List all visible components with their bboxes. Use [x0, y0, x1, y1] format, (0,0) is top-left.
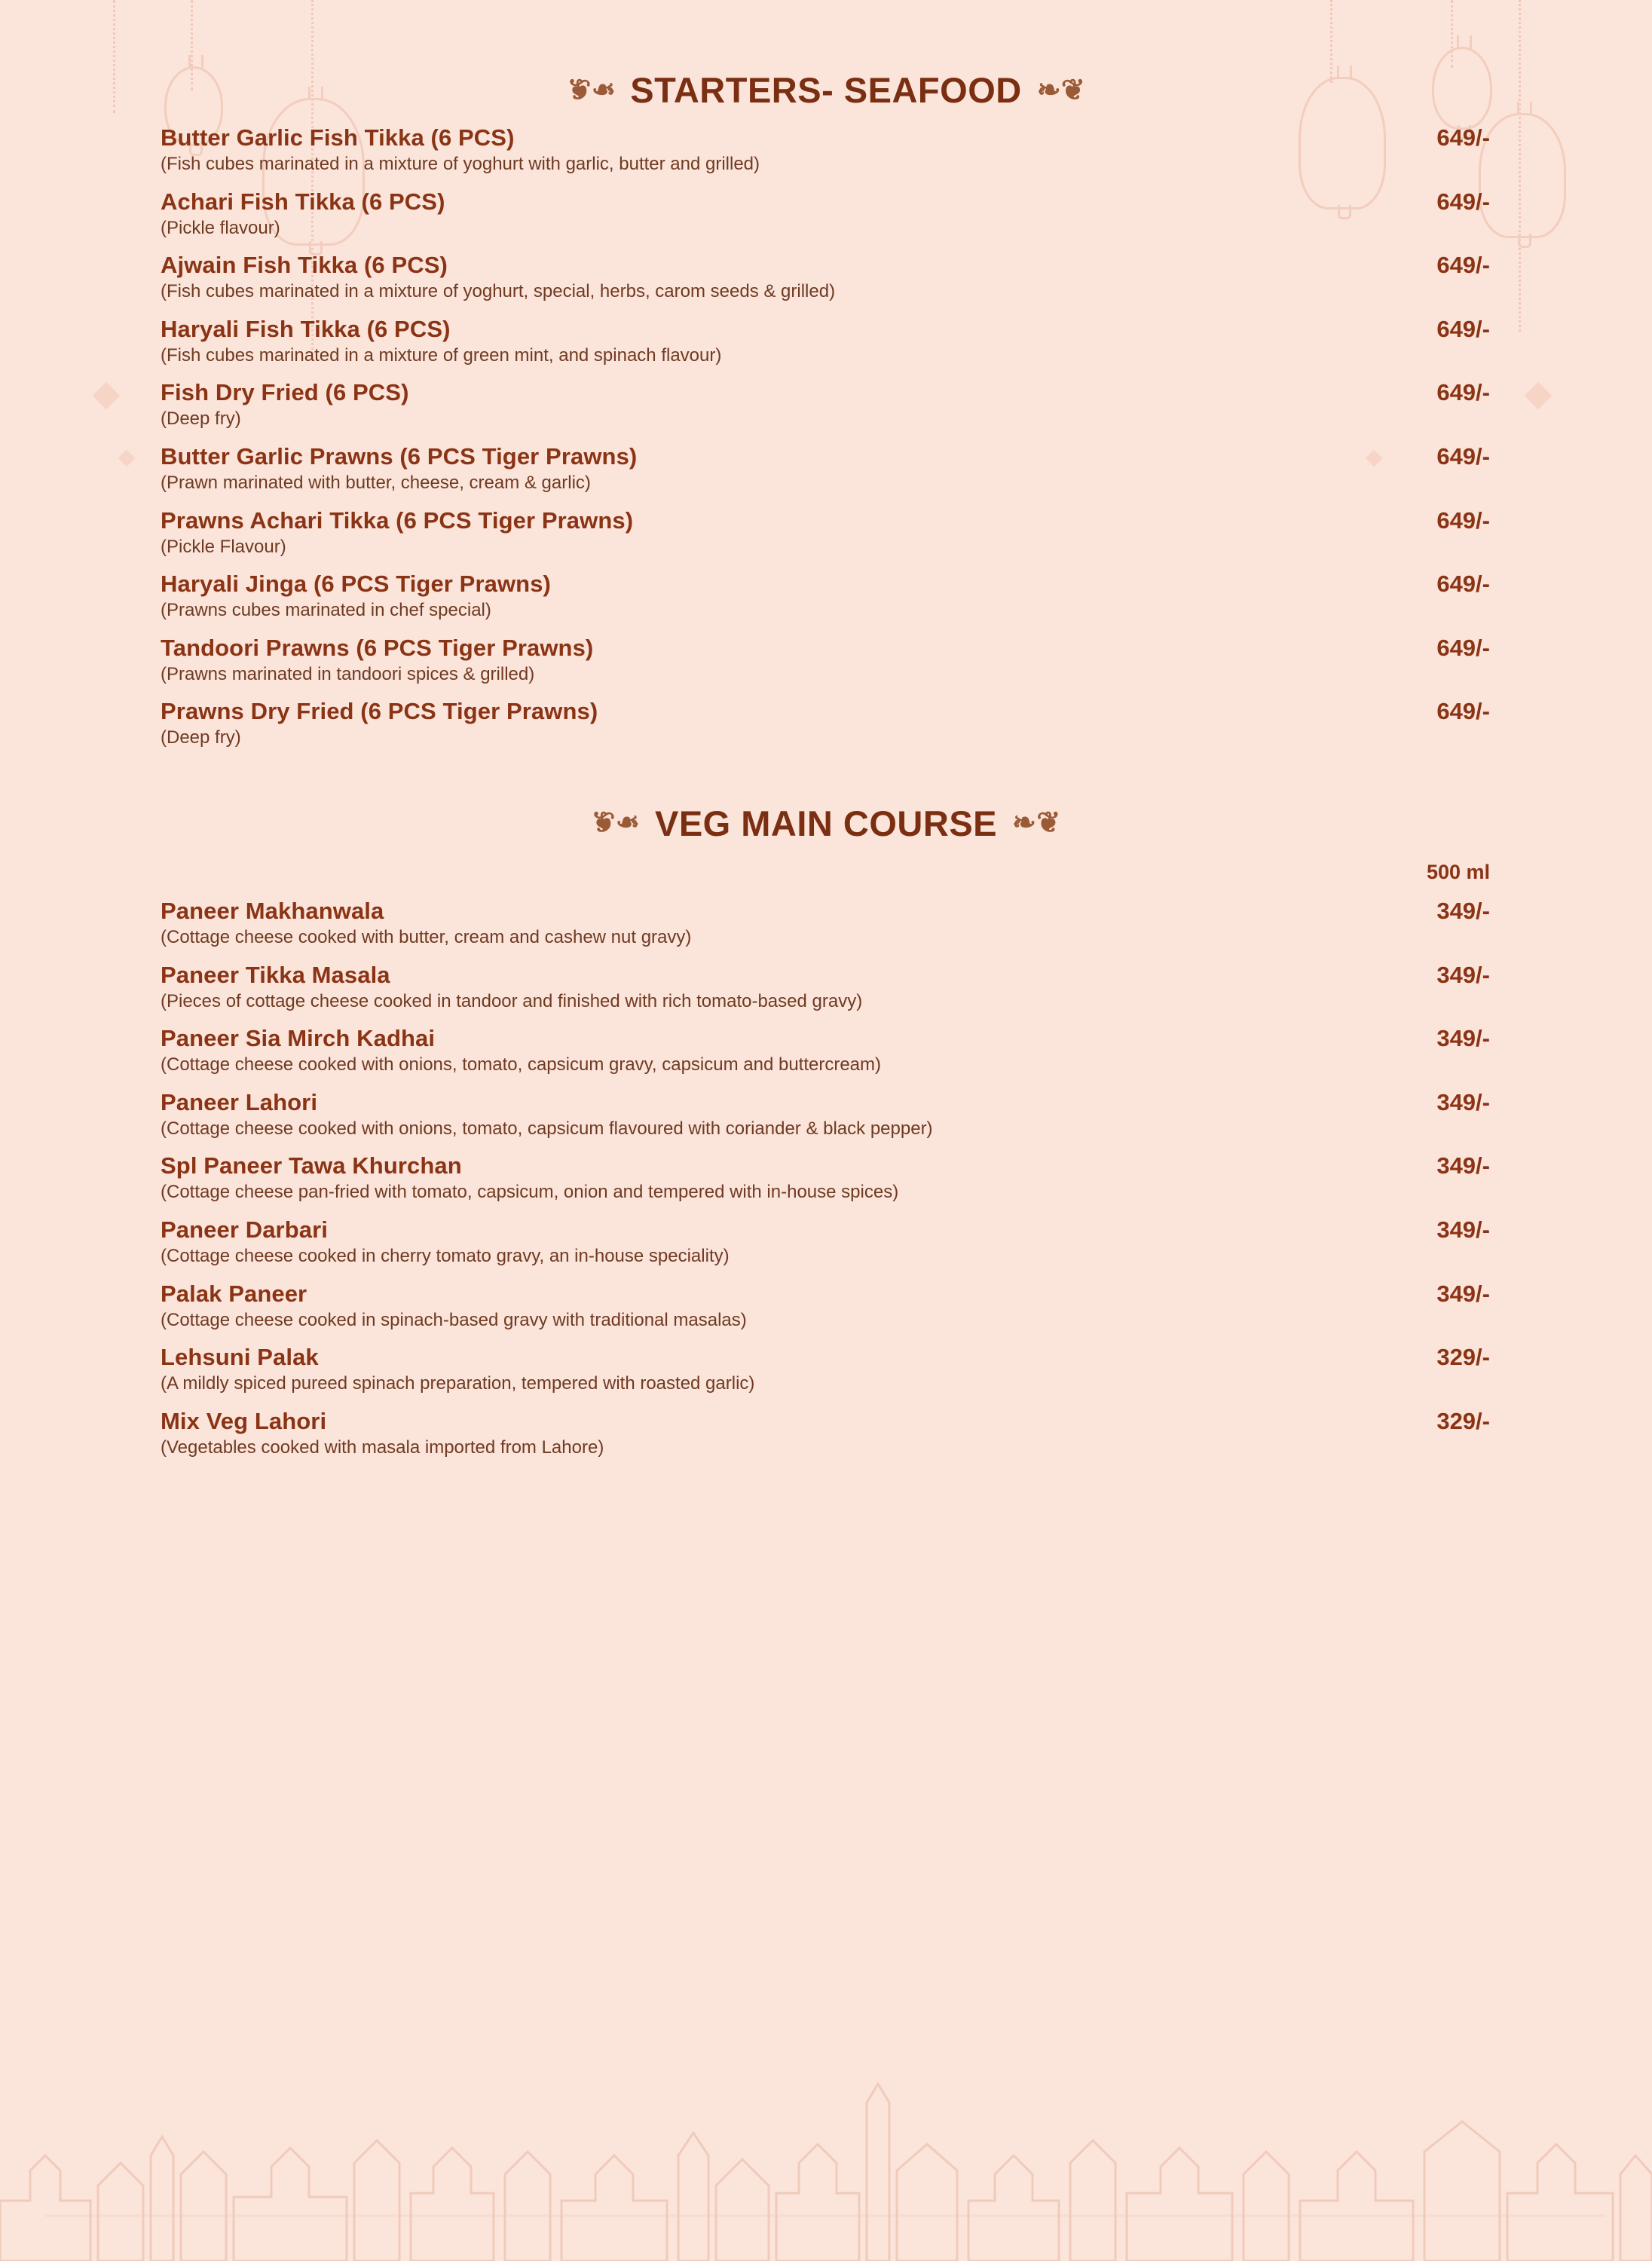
menu-item-name: Achari Fish Tikka (6 PCS) — [161, 188, 445, 215]
menu-item-description: (Pickle Flavour) — [161, 536, 286, 557]
menu-item-description: (Cottage cheese cooked in cherry tomato gravy, an in-house speciality) — [161, 1245, 730, 1266]
menu-item[interactable] — [161, 252, 1490, 302]
menu-item[interactable] — [161, 1025, 1490, 1075]
menu-item-description: (Vegetables cooked with masala imported from Lahore) — [161, 1436, 604, 1458]
menu-item[interactable] — [161, 124, 1490, 175]
leaf-flourish-icon: ❧❦ — [1036, 74, 1086, 106]
menu-item-price: 349/- — [1436, 1152, 1490, 1179]
leaf-flourish-icon: ❧❦ — [566, 74, 616, 106]
menu-item-price: 649/- — [1436, 442, 1490, 470]
menu-item-description: (Cottage cheese pan-fried with tomato, capsicum, onion and tempered with in-house spices) — [161, 1182, 899, 1203]
section-veg-main-course — [0, 748, 1652, 1458]
menu-item-price: 649/- — [1436, 506, 1490, 534]
menu-item[interactable] — [161, 1216, 1490, 1267]
portion-note-row — [0, 861, 1652, 884]
menu-item-description: (Fish cubes marinated in a mixture of green mint, and spinach flavour) — [161, 344, 722, 366]
menu-item-name: Prawns Dry Fried (6 PCS Tiger Prawns) — [161, 698, 598, 725]
section-title-veg — [0, 803, 1652, 844]
menu-item-name: Lehsuni Palak — [161, 1344, 319, 1371]
section-title-seafood — [0, 69, 1652, 111]
menu-item-description: (Cottage cheese cooked with onions, tomato, capsicum gravy, capsicum and buttercream) — [161, 1054, 882, 1075]
leaf-flourish-icon: ❧❦ — [1012, 807, 1061, 840]
menu-item-name: Tandoori Prawns (6 PCS Tiger Prawns) — [161, 634, 594, 661]
menu-item[interactable] — [161, 1152, 1490, 1203]
menu-item-price: 649/- — [1436, 634, 1490, 661]
menu-item-price: 329/- — [1436, 1407, 1490, 1434]
menu-item[interactable] — [161, 188, 1490, 239]
menu-item-name: Paneer Lahori — [161, 1088, 318, 1115]
menu-item-price: 649/- — [1436, 252, 1490, 279]
leaf-flourish-icon: ❧❦ — [591, 807, 640, 840]
menu-item-price: 349/- — [1436, 1216, 1490, 1243]
portion-size-note: 500 ml — [1426, 860, 1490, 883]
menu-item[interactable] — [161, 507, 1490, 558]
menu-item-name: Mix Veg Lahori — [161, 1407, 327, 1434]
menu-item-name: Paneer Makhanwala — [161, 897, 384, 924]
section-title-text: VEG MAIN COURSE — [654, 803, 998, 843]
menu-item-name: Paneer Tikka Masala — [161, 961, 390, 988]
menu-item-description: (Pickle flavour) — [161, 217, 280, 238]
menu-item-description: (Fish cubes marinated in a mixture of yoghurt with garlic, butter and grilled) — [161, 154, 760, 174]
menu-item-name: Palak Paneer — [161, 1280, 307, 1307]
menu-item-name: Butter Garlic Prawns (6 PCS Tiger Prawns) — [161, 442, 638, 470]
menu-item-name: Haryali Jinga (6 PCS Tiger Prawns) — [161, 571, 551, 598]
menu-item-description: (Cottage cheese cooked in spinach-based gravy with traditional masalas) — [161, 1309, 747, 1330]
menu-item-price: 329/- — [1436, 1344, 1490, 1371]
menu-item-price: 649/- — [1436, 698, 1490, 725]
menu-item-list-seafood — [0, 124, 1652, 748]
menu-item-name: Spl Paneer Tawa Khurchan — [161, 1152, 462, 1179]
menu-item-name: Prawns Achari Tikka (6 PCS Tiger Prawns) — [161, 506, 634, 534]
menu-item-name: Paneer Sia Mirch Kadhai — [161, 1025, 436, 1052]
menu-item[interactable] — [161, 635, 1490, 685]
menu-item-description: (Deep fry) — [161, 727, 241, 748]
menu-item-price: 349/- — [1436, 1088, 1490, 1115]
menu-item-name: Ajwain Fish Tikka (6 PCS) — [161, 252, 448, 279]
menu-item-description: (A mildly spiced pureed spinach preparation, tempered with roasted garlic) — [161, 1373, 755, 1394]
menu-item-price: 649/- — [1436, 571, 1490, 598]
menu-item[interactable] — [161, 443, 1490, 494]
menu-item[interactable] — [161, 1344, 1490, 1394]
menu-item-description: (Prawns marinated in tandoori spices & grilled) — [161, 663, 535, 684]
menu-item-price: 349/- — [1436, 897, 1490, 924]
menu-item-description: (Pieces of cottage cheese cooked in tandoor and finished with rich tomato-based gravy) — [161, 990, 863, 1011]
menu-item-name: Fish Dry Fried (6 PCS) — [161, 379, 409, 406]
menu-item[interactable] — [161, 316, 1490, 366]
menu-item[interactable] — [161, 698, 1490, 748]
menu-item-description: (Prawns cubes marinated in chef special) — [161, 600, 491, 621]
menu-item-name: Paneer Darbari — [161, 1216, 328, 1243]
menu-item-price: 649/- — [1436, 188, 1490, 215]
menu-item-description: (Cottage cheese cooked with butter, cream and cashew nut gravy) — [161, 926, 692, 947]
menu-item-price: 649/- — [1436, 124, 1490, 151]
menu-item-price: 649/- — [1436, 315, 1490, 342]
menu-item[interactable] — [161, 1280, 1490, 1331]
menu-item[interactable] — [161, 1408, 1490, 1458]
menu-item-name: Haryali Fish Tikka (6 PCS) — [161, 315, 451, 342]
menu-item-name: Butter Garlic Fish Tikka (6 PCS) — [161, 124, 515, 151]
menu-item-price: 349/- — [1436, 961, 1490, 988]
menu-item[interactable] — [161, 571, 1490, 621]
menu-item[interactable] — [161, 898, 1490, 948]
section-title-text: STARTERS- SEAFOOD — [630, 70, 1022, 110]
menu-item[interactable] — [161, 962, 1490, 1012]
menu-item-price: 349/- — [1436, 1280, 1490, 1307]
menu-item-description: (Fish cubes marinated in a mixture of yoghurt, special, herbs, carom seeds & grilled) — [161, 281, 836, 302]
menu-item-description: (Cottage cheese cooked with onions, tomato, capsicum flavoured with coriander & black pepper) — [161, 1118, 933, 1139]
section-starters-seafood — [0, 0, 1652, 748]
menu-item-list-veg — [0, 898, 1652, 1458]
menu-item-price: 349/- — [1436, 1025, 1490, 1052]
menu-item-description: (Prawn marinated with butter, cheese, cream & garlic) — [161, 472, 591, 493]
menu-item-price: 649/- — [1436, 379, 1490, 406]
menu-item[interactable] — [161, 1089, 1490, 1140]
menu-item[interactable] — [161, 379, 1490, 430]
menu-item-description: (Deep fry) — [161, 408, 241, 430]
